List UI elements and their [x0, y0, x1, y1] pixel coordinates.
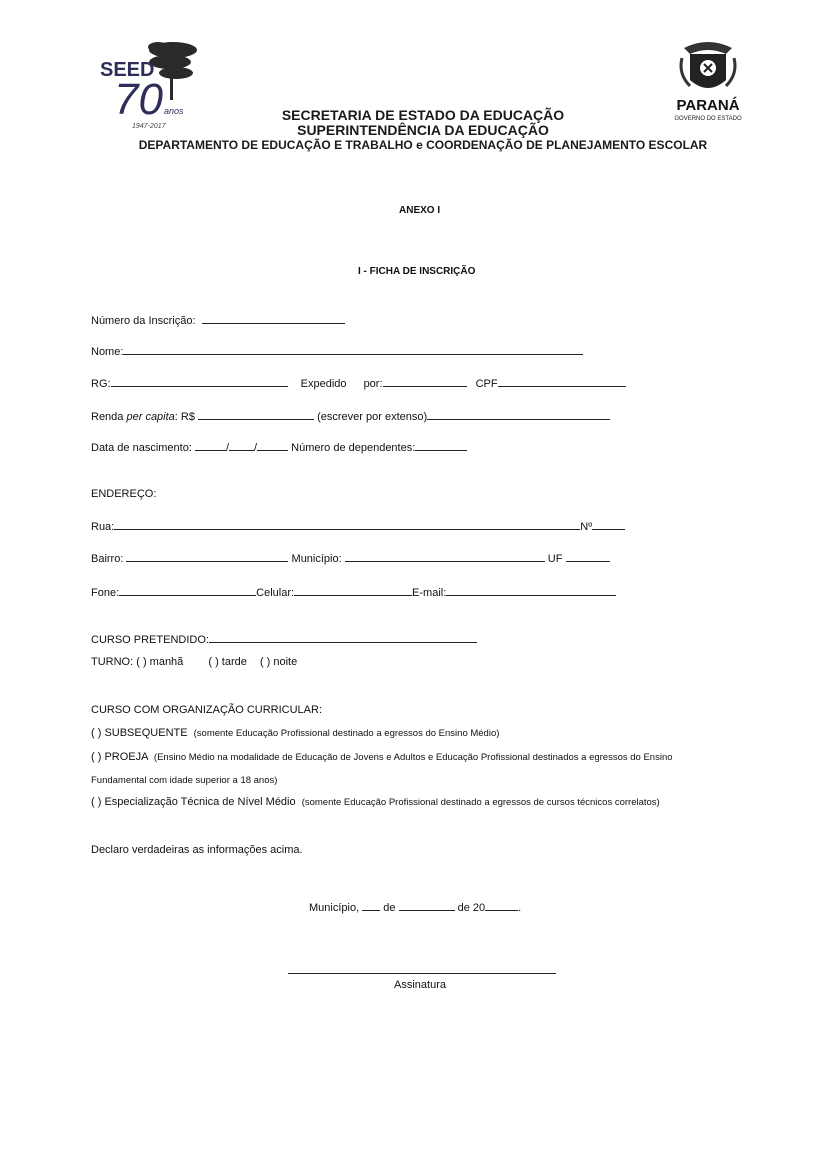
uf-label: UF: [547, 553, 563, 565]
name-field[interactable]: [123, 344, 583, 355]
rg-row: [91, 376, 626, 390]
especializacao-label: ( ) Especialização Técnica de Nível Médio: [91, 796, 296, 808]
income-label-suffix: : R$: [174, 411, 195, 423]
seed-logo-years: 1947-2017: [132, 123, 166, 130]
uf-field[interactable]: [566, 551, 610, 562]
coat-of-arms-icon: [681, 42, 735, 88]
header-line-3: DEPARTAMENTO DE EDUCAÇÃO E TRABALHO e COORDENAÇÃO DE PLANEJAMENTO ESCOLAR: [138, 138, 708, 152]
date-city-label: Município,: [309, 902, 360, 914]
name-label: Nome:: [91, 346, 124, 358]
especializacao-option[interactable]: [91, 796, 660, 808]
income-field[interactable]: [198, 409, 314, 420]
income-row: [91, 409, 610, 423]
date-de-label: de: [383, 902, 396, 914]
shift-night-option[interactable]: ( ) noite: [259, 656, 298, 668]
city-label: Município:: [291, 553, 342, 565]
cellphone-field[interactable]: [294, 585, 412, 596]
parana-logo-name: PARANÁ: [676, 97, 740, 114]
street-number-field[interactable]: [592, 519, 625, 530]
seed-logo-text: SEED: [100, 59, 155, 81]
dependents-field[interactable]: [415, 440, 467, 451]
cellphone-label: Celular:: [256, 587, 295, 599]
street-row: [91, 519, 625, 533]
seed-logo-number: 70: [114, 75, 163, 124]
shift-afternoon-option[interactable]: ( ) tarde: [208, 656, 247, 668]
declaration-text: Declaro verdadeiras as informações acima.: [91, 844, 303, 856]
neighborhood-field[interactable]: [126, 551, 288, 562]
inscription-number-row: [91, 313, 345, 327]
rg-field[interactable]: [111, 376, 288, 387]
form-title: I - FICHA DE INSCRIÇÃO: [358, 266, 476, 277]
date-year-prefix: de 20: [457, 902, 486, 914]
expedido-por-field[interactable]: [383, 376, 467, 387]
date-line: [309, 900, 521, 914]
cpf-field[interactable]: [498, 376, 626, 387]
curriculum-heading: CURSO COM ORGANIZAÇÃO CURRICULAR:: [91, 704, 323, 716]
address-heading: ENDEREÇO:: [91, 488, 157, 500]
neighborhood-row: [91, 551, 610, 565]
street-number-label: Nº: [580, 521, 593, 533]
birthdate-row: [91, 440, 467, 454]
subsequente-label: ( ) SUBSEQUENTE: [91, 727, 188, 739]
date-end: .: [518, 902, 522, 914]
birthdate-slash: /: [254, 442, 258, 454]
proeja-note: (Ensino Médio na modalidade de Educação de Jovens e Adultos e Educação Profissional destinados a egressos do Ensino: [153, 752, 673, 763]
proeja-option[interactable]: [91, 751, 673, 763]
proeja-note-continued: Fundamental com idade superior a 18 anos): [91, 775, 278, 786]
cpf-label: CPF: [475, 378, 498, 390]
rg-label: RG:: [91, 378, 111, 390]
street-label: Rua:: [91, 521, 115, 533]
income-label-prefix: Renda: [91, 411, 127, 423]
phone-label: Fone:: [91, 587, 120, 599]
proeja-label: ( ) PROEJA: [91, 751, 148, 763]
annex-title: ANEXO I: [399, 205, 441, 216]
income-written-label: (escrever por extenso): [317, 411, 428, 423]
income-written-field[interactable]: [427, 409, 610, 420]
signature-line[interactable]: [288, 973, 556, 974]
email-label: E-mail:: [412, 587, 447, 599]
date-month-field[interactable]: [399, 900, 455, 911]
income-label-italic: per capita: [126, 411, 175, 423]
phone-field[interactable]: [119, 585, 256, 596]
date-day-field[interactable]: [362, 900, 380, 911]
inscription-number-label: Número da Inscrição:: [91, 315, 196, 327]
course-field[interactable]: [209, 632, 477, 643]
phone-row: [91, 585, 616, 599]
seed-logo-anos: anos: [164, 106, 184, 116]
expedido-label: Expedido: [300, 378, 347, 390]
city-field[interactable]: [345, 551, 545, 562]
email-field[interactable]: [446, 585, 616, 596]
course-label: CURSO PRETENDIDO:: [91, 634, 209, 646]
expedido-por-label: por:: [363, 378, 383, 390]
course-row: [91, 632, 477, 646]
birthdate-year-field[interactable]: [257, 440, 288, 451]
subsequente-note: (somente Educação Profissional destinado a egressos do Ensino Médio): [193, 728, 500, 739]
birthdate-month-field[interactable]: [229, 440, 254, 451]
inscription-number-field[interactable]: [202, 313, 345, 324]
dependents-label: Número de dependentes:: [291, 442, 416, 454]
name-row: [91, 344, 583, 358]
neighborhood-label: Bairro:: [91, 553, 124, 565]
date-year-field[interactable]: [485, 900, 518, 911]
birthdate-day-field[interactable]: [195, 440, 226, 451]
birthdate-slash: /: [225, 442, 230, 454]
street-field[interactable]: [114, 519, 580, 530]
birthdate-label: Data de nascimento:: [91, 442, 192, 454]
subsequente-option[interactable]: [91, 727, 499, 739]
header-line-1: SECRETARIA DE ESTADO DA EDUCAÇÃO: [281, 107, 565, 123]
shift-morning-option[interactable]: TURNO: ( ) manhã: [91, 656, 184, 668]
shift-row: [91, 656, 297, 668]
especializacao-note: (somente Educação Profissional destinado a egressos de cursos técnicos correlatos): [301, 797, 660, 808]
parana-logo-subtitle: GOVERNO DO ESTADO: [674, 116, 742, 122]
signature-label: Assinatura: [394, 979, 446, 991]
header-line-2: SUPERINTENDÊNCIA DA EDUCAÇÃO: [297, 122, 549, 138]
